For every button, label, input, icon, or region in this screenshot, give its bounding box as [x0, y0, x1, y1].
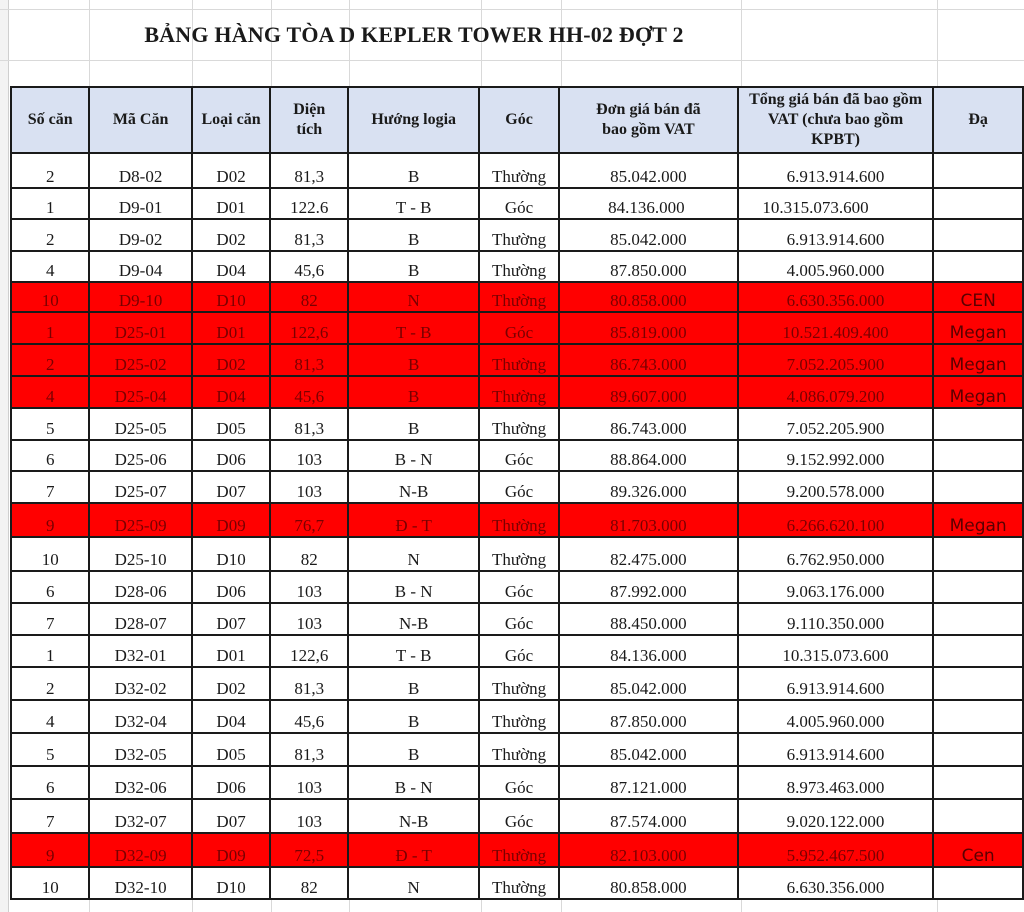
cell-don-gia[interactable]: 87.850.000	[559, 700, 738, 733]
cell-don-gia[interactable]: 85.819.000	[559, 312, 738, 344]
cell-don-gia[interactable]: 88.450.000	[559, 603, 738, 635]
cell-don-gia[interactable]: 82.103.000	[559, 833, 738, 867]
cell-tong-gia[interactable]: 6.630.356.000	[738, 867, 933, 899]
grid-line	[0, 9, 1024, 10]
cell-ma-can[interactable]: D25-01	[89, 312, 191, 344]
cell-dai-ly[interactable]	[933, 219, 1023, 251]
cell-so-can[interactable]: 6	[11, 440, 89, 471]
cell-don-gia[interactable]: 85.042.000	[559, 219, 738, 251]
cell-so-can[interactable]: 2	[11, 344, 89, 376]
cell-ma-can[interactable]: D32-05	[89, 733, 191, 766]
cell-dien-tich[interactable]: 122,6	[270, 312, 348, 344]
cell-so-can[interactable]: 4	[11, 376, 89, 408]
table-row	[11, 219, 1023, 251]
cell-tong-gia[interactable]: 9.020.122.000	[738, 799, 933, 833]
cell-ma-can[interactable]: D32-02	[89, 667, 191, 700]
cell-dai-ly[interactable]	[933, 733, 1023, 766]
cell-huong-logia[interactable]: T - B	[348, 635, 479, 667]
cell-ma-can[interactable]: D25-05	[89, 408, 191, 440]
cell-goc[interactable]: Thường	[479, 700, 559, 733]
cell-huong-logia[interactable]: B	[348, 376, 479, 408]
table-row	[11, 440, 1023, 471]
cell-dai-ly[interactable]	[933, 537, 1023, 571]
cell-ma-can[interactable]: D32-06	[89, 766, 191, 799]
cell-dien-tich[interactable]: 45,6	[270, 376, 348, 408]
cell-don-gia[interactable]: 84.136.000	[559, 188, 738, 219]
row-header-strip	[0, 0, 9, 912]
cell-dai-ly[interactable]: Megan	[933, 376, 1023, 408]
cell-dien-tich[interactable]: 45,6	[270, 700, 348, 733]
cell-so-can[interactable]: 10	[11, 867, 89, 899]
cell-huong-logia[interactable]: B	[348, 667, 479, 700]
cell-dai-ly[interactable]: Cen	[933, 833, 1023, 867]
cell-tong-gia[interactable]: 9.200.578.000	[738, 471, 933, 503]
table-row	[11, 667, 1023, 700]
cell-huong-logia[interactable]: B	[348, 700, 479, 733]
cell-dien-tich[interactable]: 103	[270, 471, 348, 503]
cell-don-gia[interactable]: 80.858.000	[559, 282, 738, 312]
cell-loai-can[interactable]: D06	[192, 571, 270, 603]
cell-ma-can[interactable]: D25-04	[89, 376, 191, 408]
cell-so-can[interactable]: 7	[11, 603, 89, 635]
table-row	[11, 571, 1023, 603]
cell-tong-gia[interactable]: 9.063.176.000	[738, 571, 933, 603]
cell-loai-can[interactable]: D02	[192, 153, 270, 188]
cell-so-can[interactable]: 1	[11, 635, 89, 667]
cell-dai-ly[interactable]	[933, 440, 1023, 471]
cell-dai-ly[interactable]: Megan	[933, 503, 1023, 537]
cell-huong-logia[interactable]: N	[348, 867, 479, 899]
cell-goc[interactable]: Thường	[479, 251, 559, 282]
cell-ma-can[interactable]: D25-09	[89, 503, 191, 537]
cell-ma-can[interactable]: D25-02	[89, 344, 191, 376]
cell-goc[interactable]: Thường	[479, 376, 559, 408]
cell-so-can[interactable]: 1	[11, 188, 89, 219]
sheet-title: BẢNG HÀNG TÒA D KEPLER TOWER HH-02 ĐỢT 2	[144, 22, 684, 47]
cell-huong-logia[interactable]: T - B	[348, 188, 479, 219]
cell-so-can[interactable]: 9	[11, 833, 89, 867]
cell-dai-ly[interactable]: CEN	[933, 282, 1023, 312]
cell-tong-gia[interactable]: 6.913.914.600	[738, 219, 933, 251]
cell-don-gia[interactable]: 89.607.000	[559, 376, 738, 408]
cell-so-can[interactable]: 2	[11, 219, 89, 251]
cell-so-can[interactable]: 7	[11, 471, 89, 503]
cell-ma-can[interactable]: D25-06	[89, 440, 191, 471]
col-header-loai-can[interactable]: Loại căn	[192, 87, 270, 153]
unit-price-table	[10, 86, 1024, 900]
cell-dien-tich[interactable]: 82	[270, 282, 348, 312]
cell-loai-can[interactable]: D07	[192, 603, 270, 635]
cell-so-can[interactable]: 1	[11, 312, 89, 344]
cell-loai-can[interactable]: D05	[192, 408, 270, 440]
cell-loai-can[interactable]: D06	[192, 766, 270, 799]
cell-tong-gia[interactable]: 8.973.463.000	[738, 766, 933, 799]
cell-goc[interactable]: Thường	[479, 537, 559, 571]
table-row	[11, 153, 1023, 188]
table-header-row	[11, 87, 1023, 153]
cell-goc[interactable]: Thường	[479, 219, 559, 251]
cell-huong-logia[interactable]: B	[348, 408, 479, 440]
cell-don-gia[interactable]: 81.703.000	[559, 503, 738, 537]
cell-don-gia[interactable]: 87.992.000	[559, 571, 738, 603]
cell-dien-tich[interactable]: 103	[270, 440, 348, 471]
cell-dai-ly[interactable]	[933, 635, 1023, 667]
cell-tong-gia[interactable]: 6.913.914.600	[738, 667, 933, 700]
cell-dien-tich[interactable]: 122.6	[270, 188, 348, 219]
cell-tong-gia[interactable]: 6.913.914.600	[738, 153, 933, 188]
cell-don-gia[interactable]: 89.326.000	[559, 471, 738, 503]
cell-goc[interactable]: Thường	[479, 282, 559, 312]
cell-loai-can[interactable]: D09	[192, 833, 270, 867]
cell-don-gia[interactable]: 85.042.000	[559, 667, 738, 700]
cell-tong-gia[interactable]: 4.005.960.000	[738, 251, 933, 282]
table-row	[11, 188, 1023, 219]
cell-huong-logia[interactable]: Đ - T	[348, 503, 479, 537]
cell-dien-tich[interactable]: 45,6	[270, 251, 348, 282]
cell-don-gia[interactable]: 80.858.000	[559, 867, 738, 899]
table-row	[11, 766, 1023, 799]
cell-don-gia[interactable]: 87.121.000	[559, 766, 738, 799]
cell-huong-logia[interactable]: N-B	[348, 799, 479, 833]
cell-ma-can[interactable]: D32-01	[89, 635, 191, 667]
cell-so-can[interactable]: 2	[11, 153, 89, 188]
cell-so-can[interactable]: 6	[11, 571, 89, 603]
cell-loai-can[interactable]: D09	[192, 503, 270, 537]
cell-goc[interactable]: Góc	[479, 766, 559, 799]
table-row-sold	[11, 312, 1023, 344]
table-row	[11, 635, 1023, 667]
table-row	[11, 251, 1023, 282]
cell-don-gia[interactable]: 82.475.000	[559, 537, 738, 571]
cell-dien-tich[interactable]: 103	[270, 766, 348, 799]
cell-dai-ly[interactable]	[933, 408, 1023, 440]
cell-dien-tich[interactable]: 81,3	[270, 153, 348, 188]
cell-ma-can[interactable]: D32-07	[89, 799, 191, 833]
cell-tong-gia[interactable]: 9.110.350.000	[738, 603, 933, 635]
cell-so-can[interactable]: 4	[11, 700, 89, 733]
cell-goc[interactable]: Thường	[479, 503, 559, 537]
cell-dai-ly[interactable]	[933, 799, 1023, 833]
table-row-sold	[11, 503, 1023, 537]
cell-dien-tich[interactable]: 81,3	[270, 219, 348, 251]
cell-loai-can[interactable]: D07	[192, 799, 270, 833]
cell-dai-ly[interactable]	[933, 471, 1023, 503]
table-row-sold	[11, 344, 1023, 376]
cell-tong-gia[interactable]: 6.762.950.000	[738, 537, 933, 571]
cell-huong-logia[interactable]: N-B	[348, 471, 479, 503]
cell-dien-tich[interactable]: 122,6	[270, 635, 348, 667]
table-row-sold	[11, 376, 1023, 408]
cell-loai-can[interactable]: D02	[192, 219, 270, 251]
cell-dien-tich[interactable]: 82	[270, 537, 348, 571]
cell-loai-can[interactable]: D01	[192, 312, 270, 344]
cell-tong-gia[interactable]: 6.913.914.600	[738, 733, 933, 766]
table-row	[11, 867, 1023, 899]
cell-ma-can[interactable]: D9-02	[89, 219, 191, 251]
cell-tong-gia[interactable]: 10.315.073.600	[738, 635, 933, 667]
cell-don-gia[interactable]: 85.042.000	[559, 733, 738, 766]
cell-so-can[interactable]: 6	[11, 766, 89, 799]
cell-dien-tich[interactable]: 81,3	[270, 733, 348, 766]
col-header-ma-can[interactable]: Mã Căn	[89, 87, 191, 153]
col-header-dien-tich[interactable]: Diện tích	[270, 87, 348, 153]
cell-so-can[interactable]: 9	[11, 503, 89, 537]
cell-huong-logia[interactable]: B	[348, 733, 479, 766]
cell-ma-can[interactable]: D32-10	[89, 867, 191, 899]
cell-goc[interactable]: Góc	[479, 471, 559, 503]
cell-tong-gia[interactable]: 4.005.960.000	[738, 700, 933, 733]
cell-dien-tich[interactable]: 81,3	[270, 408, 348, 440]
cell-loai-can[interactable]: D06	[192, 440, 270, 471]
cell-so-can[interactable]: 5	[11, 733, 89, 766]
col-header-goc[interactable]: Góc	[479, 87, 559, 153]
cell-goc[interactable]: Thường	[479, 408, 559, 440]
cell-loai-can[interactable]: D01	[192, 635, 270, 667]
cell-goc[interactable]: Góc	[479, 571, 559, 603]
col-header-tong-gia[interactable]: Tổng giá bán đã bao gồm VAT (chưa bao gồm KPBT)	[738, 87, 933, 153]
table-row	[11, 471, 1023, 503]
cell-goc[interactable]: Thường	[479, 867, 559, 899]
cell-ma-can[interactable]: D28-06	[89, 571, 191, 603]
cell-huong-logia[interactable]: B - N	[348, 571, 479, 603]
cell-don-gia[interactable]: 87.850.000	[559, 251, 738, 282]
cell-loai-can[interactable]: D07	[192, 471, 270, 503]
table-row-sold	[11, 833, 1023, 867]
col-header-so-can[interactable]: Số căn	[11, 87, 89, 153]
cell-loai-can[interactable]: D04	[192, 251, 270, 282]
grid-line	[0, 60, 1024, 61]
cell-tong-gia[interactable]: 7.052.205.900	[738, 408, 933, 440]
cell-huong-logia[interactable]: B	[348, 251, 479, 282]
cell-dai-ly[interactable]	[933, 188, 1023, 219]
cell-huong-logia[interactable]: B	[348, 344, 479, 376]
col-header-dai-ly[interactable]: Đạ	[933, 87, 1023, 153]
cell-huong-logia[interactable]: N	[348, 282, 479, 312]
cell-dai-ly[interactable]	[933, 603, 1023, 635]
cell-loai-can[interactable]: D04	[192, 376, 270, 408]
table-row	[11, 799, 1023, 833]
cell-don-gia[interactable]: 85.042.000	[559, 153, 738, 188]
cell-goc[interactable]: Thường	[479, 833, 559, 867]
cell-don-gia[interactable]: 86.743.000	[559, 408, 738, 440]
cell-loai-can[interactable]: D02	[192, 344, 270, 376]
cell-goc[interactable]: Thường	[479, 344, 559, 376]
table-row	[11, 537, 1023, 571]
cell-dien-tich[interactable]: 81,3	[270, 344, 348, 376]
cell-ma-can[interactable]: D25-10	[89, 537, 191, 571]
cell-dai-ly[interactable]	[933, 153, 1023, 188]
cell-tong-gia[interactable]: 9.152.992.000	[738, 440, 933, 471]
cell-dien-tich[interactable]: 76,7	[270, 503, 348, 537]
cell-ma-can[interactable]: D9-04	[89, 251, 191, 282]
cell-dien-tich[interactable]: 103	[270, 799, 348, 833]
cell-dai-ly[interactable]: Megan	[933, 344, 1023, 376]
cell-dien-tich[interactable]: 81,3	[270, 667, 348, 700]
cell-tong-gia[interactable]: 4.086.079.200	[738, 376, 933, 408]
cell-so-can[interactable]: 10	[11, 282, 89, 312]
cell-ma-can[interactable]: D28-07	[89, 603, 191, 635]
cell-tong-gia[interactable]: 7.052.205.900	[738, 344, 933, 376]
cell-loai-can[interactable]: D05	[192, 733, 270, 766]
cell-tong-gia[interactable]: 10.521.409.400	[738, 312, 933, 344]
cell-tong-gia[interactable]: 5.952.467.500	[738, 833, 933, 867]
cell-dai-ly[interactable]	[933, 766, 1023, 799]
col-header-don-gia[interactable]: Đơn giá bán đã bao gồm VAT	[559, 87, 738, 153]
cell-huong-logia[interactable]: T - B	[348, 312, 479, 344]
table-row	[11, 408, 1023, 440]
cell-don-gia[interactable]: 88.864.000	[559, 440, 738, 471]
cell-dai-ly[interactable]	[933, 700, 1023, 733]
cell-don-gia[interactable]: 87.574.000	[559, 799, 738, 833]
cell-tong-gia[interactable]: 6.266.620.100	[738, 503, 933, 537]
cell-ma-can[interactable]: D9-01	[89, 188, 191, 219]
cell-huong-logia[interactable]: N	[348, 537, 479, 571]
cell-dai-ly[interactable]: Megan	[933, 312, 1023, 344]
cell-dien-tich[interactable]: 82	[270, 867, 348, 899]
cell-so-can[interactable]: 4	[11, 251, 89, 282]
table-row	[11, 733, 1023, 766]
table-row	[11, 700, 1023, 733]
cell-tong-gia[interactable]: 10.315.073.600	[738, 188, 933, 219]
cell-dien-tich[interactable]: 103	[270, 603, 348, 635]
table-row	[11, 603, 1023, 635]
cell-so-can[interactable]: 2	[11, 667, 89, 700]
cell-huong-logia[interactable]: B	[348, 219, 479, 251]
cell-goc[interactable]: Góc	[479, 603, 559, 635]
cell-ma-can[interactable]: D25-07	[89, 471, 191, 503]
cell-dai-ly[interactable]	[933, 867, 1023, 899]
cell-so-can[interactable]: 10	[11, 537, 89, 571]
cell-tong-gia[interactable]: 6.630.356.000	[738, 282, 933, 312]
cell-loai-can[interactable]: D10	[192, 537, 270, 571]
cell-ma-can[interactable]: D9-10	[89, 282, 191, 312]
cell-so-can[interactable]: 5	[11, 408, 89, 440]
cell-huong-logia[interactable]: B - N	[348, 766, 479, 799]
cell-dien-tich[interactable]: 103	[270, 571, 348, 603]
cell-goc[interactable]: Góc	[479, 440, 559, 471]
cell-goc[interactable]: Góc	[479, 188, 559, 219]
cell-ma-can[interactable]: D32-04	[89, 700, 191, 733]
cell-dai-ly[interactable]	[933, 667, 1023, 700]
cell-goc[interactable]: Góc	[479, 312, 559, 344]
cell-don-gia[interactable]: 86.743.000	[559, 344, 738, 376]
cell-loai-can[interactable]: D10	[192, 282, 270, 312]
cell-huong-logia[interactable]: N-B	[348, 603, 479, 635]
cell-goc[interactable]: Góc	[479, 635, 559, 667]
cell-huong-logia[interactable]: B	[348, 153, 479, 188]
cell-loai-can[interactable]: D10	[192, 867, 270, 899]
col-header-huong-logia[interactable]: Hướng logia	[348, 87, 479, 153]
cell-huong-logia[interactable]: B - N	[348, 440, 479, 471]
cell-don-gia[interactable]: 84.136.000	[559, 635, 738, 667]
cell-loai-can[interactable]: D02	[192, 667, 270, 700]
cell-goc[interactable]: Góc	[479, 799, 559, 833]
cell-loai-can[interactable]: D04	[192, 700, 270, 733]
cell-dien-tich[interactable]: 72,5	[270, 833, 348, 867]
cell-goc[interactable]: Thường	[479, 153, 559, 188]
cell-dai-ly[interactable]	[933, 571, 1023, 603]
cell-so-can[interactable]: 7	[11, 799, 89, 833]
table-row-sold	[11, 282, 1023, 312]
cell-ma-can[interactable]: D32-09	[89, 833, 191, 867]
cell-loai-can[interactable]: D01	[192, 188, 270, 219]
cell-goc[interactable]: Thường	[479, 733, 559, 766]
cell-huong-logia[interactable]: Đ - T	[348, 833, 479, 867]
cell-dai-ly[interactable]	[933, 251, 1023, 282]
cell-ma-can[interactable]: D8-02	[89, 153, 191, 188]
cell-goc[interactable]: Thường	[479, 667, 559, 700]
